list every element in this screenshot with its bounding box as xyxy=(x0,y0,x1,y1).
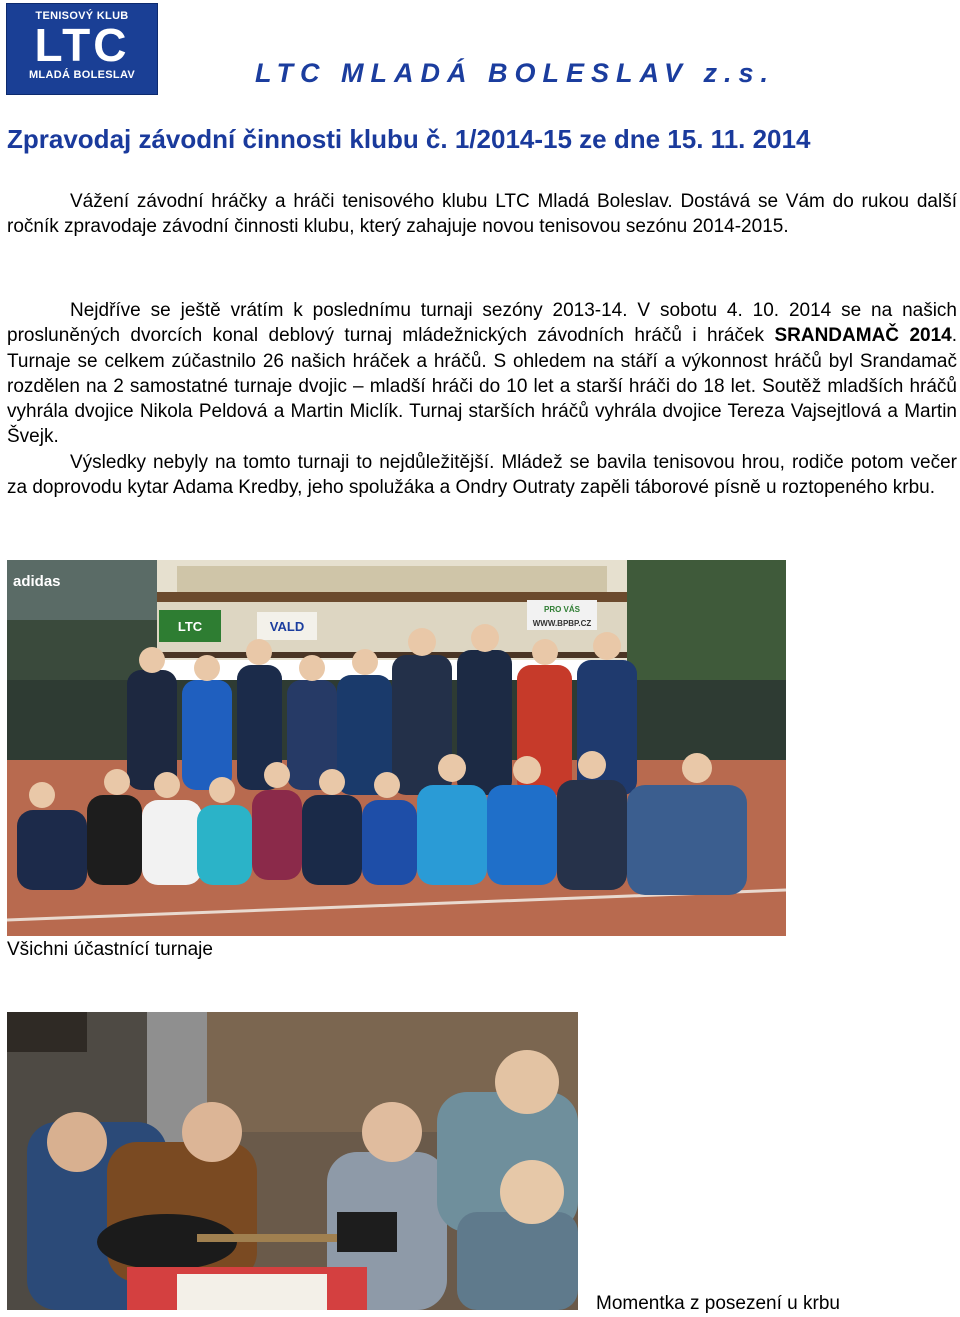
intro-paragraph xyxy=(7,189,957,240)
newsletter-headline: Zpravodaj závodní činnosti klubu č. 1/2014-15 ze dne 15. 11. 2014 xyxy=(7,124,811,154)
report-text-2: . Turnaje se celkem zúčastnilo 26 našich hráček a hráčů. S ohledem na stáří a výkonnost hráčů byl Srandamač rozdělen na 2 samostatné turnaje dvojic – mladší hráči do 10 let a starší hráči do 18 let. Soutěž mladších hráčů vyhrála dvojice Nikola Peldová a Martin Miclík. Turnaj starších hráčů vyhrála dvojice Tereza Vajsejtlová a Martin Švejk. xyxy=(7,325,957,448)
sign-ltc: LTC xyxy=(177,619,203,634)
logo-line-2: LTC xyxy=(34,19,130,71)
group-photo-illustration xyxy=(7,560,786,936)
sign-vald: VALD xyxy=(269,619,305,634)
logo-line-1: TENISOVÝ KLUB xyxy=(35,10,129,22)
fireplace-photo-caption: Momentka z posezení u krbu xyxy=(596,1293,840,1314)
fireplace-photo-illustration xyxy=(7,1012,578,1310)
report-text-3: Výsledky nebyly na tomto turnaji to nejdůležitější. Mládež se bavila tenisovou hrou, rodiče potom večer za doprovodu kytar Adama Kredby, jeho spolužáka a Ondry Outraty zapěli táborové písně u roztopeného krbu. xyxy=(7,451,957,499)
fireplace-photo xyxy=(7,1012,578,1310)
sign-bpbp: WWW.BPBP.CZ xyxy=(532,619,592,628)
group-photo-caption: Všichni účastnící turnaje xyxy=(7,939,213,960)
logo-line-3: MLADÁ BOLESLAV xyxy=(28,69,136,81)
group-photo xyxy=(7,560,786,936)
report-paragraph xyxy=(7,298,957,500)
sign-adidas: adidas xyxy=(13,573,61,590)
sign-pro-vas: PRO VÁS xyxy=(543,605,581,614)
report-text-1: Nejdříve se ještě vrátím k poslednímu turnaji sezóny 2013-14. V sobotu 4. 10. 2014 se na našich prosluněných dvorcích konal deblový turnaj mládežnických závodních hráčů i hráček xyxy=(7,300,957,347)
club-logo xyxy=(6,3,158,95)
intro-text: Vážení závodní hráčky a hráči tenisového klubu LTC Mladá Boleslav. Dostává se Vám do rukou další ročník zpravodaje závodní činnosti klubu, který zahajuje novou tenisovou sezónu 2014-2015. xyxy=(7,191,957,238)
event-name: SRANDAMAČ 2014 xyxy=(774,325,952,347)
club-name-header: LTC MLADÁ BOLESLAV z.s. xyxy=(255,58,775,88)
